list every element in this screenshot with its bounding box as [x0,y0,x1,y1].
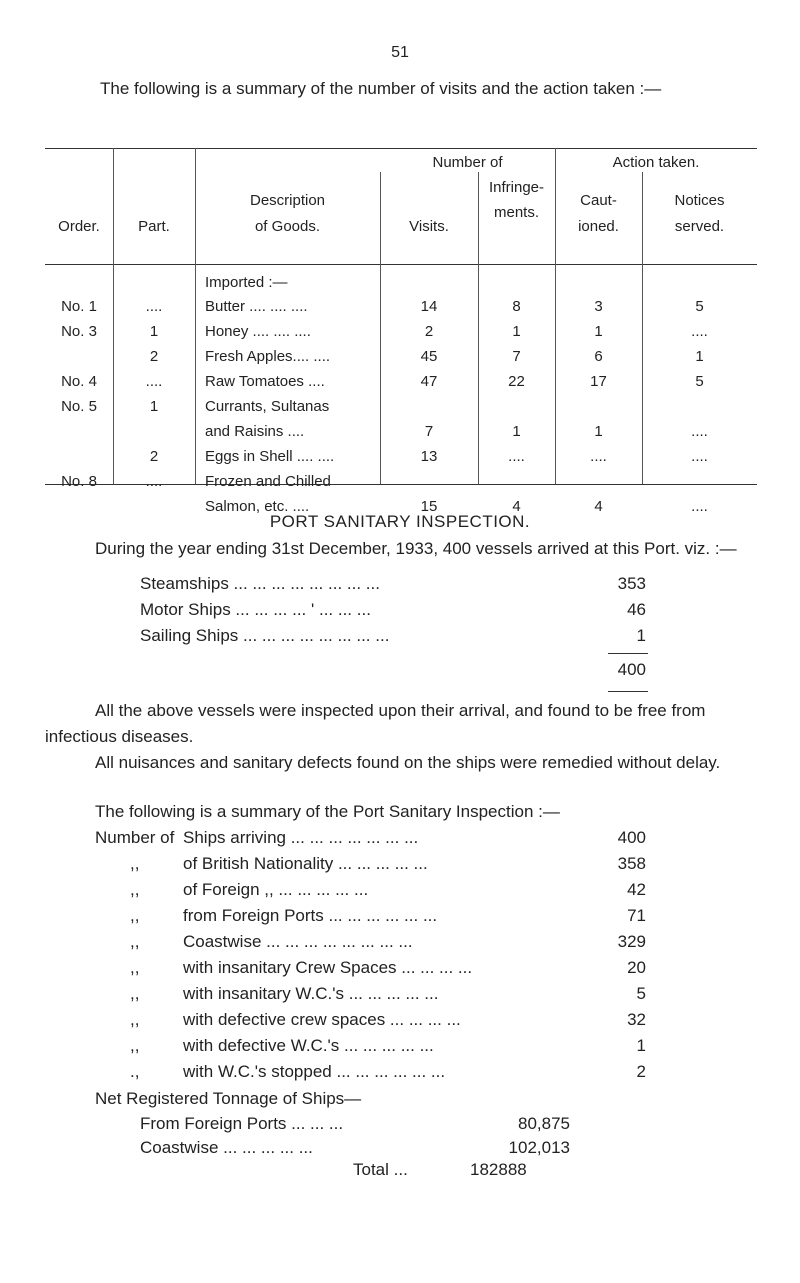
summary-value: 400 [617,828,646,847]
cell-cautioned: 1 [594,423,603,440]
header-cautioned-1: Caut- [580,192,617,209]
cell-description: Frozen and Chilled [205,473,331,490]
cell-visits: 2 [424,323,434,340]
cell-description: Eggs in Shell .... .... [205,448,335,465]
header-order: Order. [58,218,100,235]
page-number: 51 [391,44,409,61]
summary-value: 42 [627,880,646,899]
cell-order: No. 1 [61,298,97,315]
summary-prefix: Number of [95,828,175,847]
header-infringements-1: Infringe- [488,179,545,196]
cell-infringements: 22 [508,373,525,390]
cell-visits: 13 [420,448,438,465]
cell-notices: 5 [695,298,704,315]
summary-label: with defective W.C.'s ... ... ... ... ... [183,1036,434,1055]
tonnage-total-label: Total ... [353,1160,408,1179]
cell-notices: 5 [695,373,704,390]
tonnage-label: From Foreign Ports ... ... ... [140,1114,344,1133]
cell-description: Honey .... .... .... [205,323,311,340]
table-intro: The following is a summary of the number of visits and the action taken :— [100,79,662,98]
cell-cautioned: 6 [594,348,603,365]
header-description-2: of Goods. [254,218,321,235]
cell-part: .... [145,473,163,490]
cell-description: Salmon, etc. .... [205,498,310,515]
summary-prefix: ,, [130,854,140,873]
cell-description: Raw Tomatoes .... [205,373,325,390]
cell-order: No. 8 [61,473,97,490]
header-description-1: Description [249,192,326,209]
cell-notices: .... [691,423,708,440]
cell-cautioned: .... [590,448,607,465]
cell-notices: .... [691,448,708,465]
summary-prefix: ,, [130,1036,140,1055]
vessels-total: 400 [617,660,646,679]
vessel-label: Motor Ships ... ... ... ... ' ... ... ... [140,600,371,619]
summary-prefix: ., [130,1062,140,1081]
summary-value: 32 [627,1010,646,1029]
summary-label: of Foreign ,, ... ... ... ... ... [183,880,369,899]
header-cautioned-2: ioned. [578,218,619,235]
cell-cautioned: 3 [594,298,603,315]
cell-order: No. 3 [61,323,97,340]
summary-intro: The following is a summary of the Port Sanitary Inspection :— [95,802,560,821]
tonnage-value: 80,875 [518,1114,570,1133]
table-header-rule [45,264,757,265]
header-notices-1: Notices [674,192,725,209]
cell-description: Fresh Apples.... .... [205,348,331,365]
tonnage-value: 102,013 [508,1138,570,1157]
summary-label: Ships arriving ... ... ... ... ... ... ... [183,828,419,847]
summary-value: 1 [636,1036,646,1055]
cell-infringements: .... [508,448,525,465]
summary-label: from Foreign Ports ... ... ... ... ... ... [183,906,438,925]
cell-cautioned: 4 [594,498,603,515]
cell-visits: 15 [420,498,438,515]
cell-visits: 14 [420,298,438,315]
port-intro: During the year ending 31st December, 1933, 400 vessels arrived at this Port. viz. :— [95,539,737,558]
header-visits: Visits. [409,218,449,235]
tonnage-total: 182888 [470,1160,527,1179]
tonnage-label: Coastwise ... ... ... ... ... [140,1138,313,1157]
visits-table [45,148,757,515]
summary-prefix: ,, [130,932,140,951]
summary-label: with W.C.'s stopped ... ... ... ... ... ... [183,1062,446,1081]
summary-label: of British Nationality ... ... ... ... ... [183,854,428,873]
cell-visits: 7 [424,423,434,440]
cell-notices: .... [691,323,708,340]
cell-infringements: 1 [512,323,521,340]
summary-value: 329 [617,932,646,951]
cell-description: and Raisins .... [205,423,305,440]
cell-description: Butter .... .... .... [205,298,308,315]
summary-value: 71 [627,906,646,925]
tonnage-heading: Net Registered Tonnage of Ships— [95,1089,362,1108]
header-infringements-2: ments. [493,204,539,221]
cell-infringements: 8 [512,298,521,315]
cell-part: 1 [149,323,159,340]
cell-visits: 45 [420,348,438,365]
summary-prefix: ,, [130,958,140,977]
table-top-rule [45,148,757,149]
cell-part: .... [145,373,163,390]
summary-label: with defective crew spaces ... ... ... ... [183,1010,461,1029]
summary-value: 358 [617,854,646,873]
summary-value: 5 [636,984,646,1003]
summary-label: with insanitary W.C.'s ... ... ... ... ... [183,984,439,1003]
cell-part: 2 [149,448,159,465]
vessel-label: Steamships ... ... ... ... ... ... ... ... [140,574,380,593]
cell-description: Currants, Sultanas [205,398,330,415]
vessel-label: Sailing Ships ... ... ... ... ... ... ... ... [140,626,390,645]
cell-order: No. 5 [61,398,97,415]
cell-cautioned: 1 [594,323,603,340]
summary-label: Coastwise ... ... ... ... ... ... ... ... [183,932,413,951]
vessels-subtotal-rule [608,653,648,654]
cell-visits: 47 [420,373,438,390]
summary-value: 20 [627,958,646,977]
cell-order: No. 4 [61,373,97,390]
cell-cautioned: 17 [590,373,607,390]
vessel-count: 353 [617,574,646,593]
summary-value: 2 [636,1062,646,1081]
summary-prefix: ,, [130,906,140,925]
header-action-taken: Action taken. [612,154,700,171]
header-number-of: Number of [432,154,503,171]
header-notices-2: served. [674,218,725,235]
header-part: Part. [138,218,170,235]
imported-label: Imported :— [205,274,288,291]
summary-prefix: ,, [130,984,140,1003]
port-heading: PORT SANITARY INSPECTION. [269,512,531,531]
cell-notices: 1 [695,348,704,365]
cell-notices: .... [691,498,708,515]
cell-infringements: 7 [512,348,521,365]
nuisances-paragraph: All nuisances and sanitary defects found on the ships were remedied without delay. [95,753,721,772]
vessel-count: 1 [636,626,646,645]
col-divider [113,148,114,484]
summary-prefix: ,, [130,1010,140,1029]
cell-part: 2 [149,348,159,365]
summary-prefix: ,, [130,880,140,899]
inspection-paragraph: All the above vessels were inspected upon their arrival, and found to be free from infectious diseases. [45,701,706,746]
cell-part: .... [145,298,163,315]
summary-label: with insanitary Crew Spaces ... ... ... ... [183,958,473,977]
cell-infringements: 1 [512,423,521,440]
cell-part: 1 [149,398,159,415]
vessels-total-rule [608,691,648,692]
cell-infringements: 4 [512,498,521,515]
vessel-count: 46 [627,600,646,619]
